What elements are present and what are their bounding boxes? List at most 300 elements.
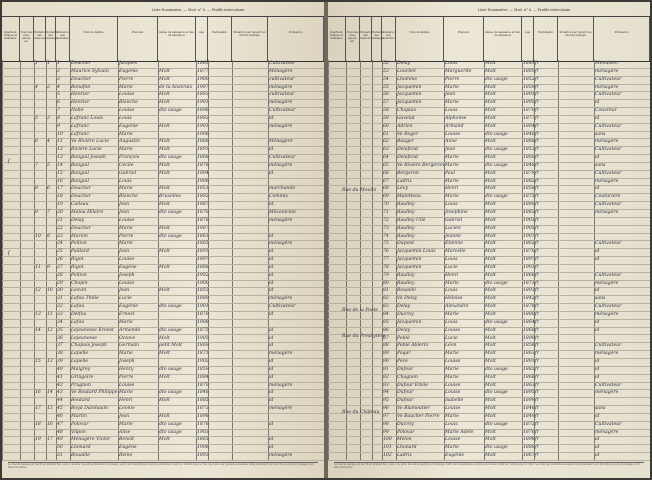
cell-nom: Raulley — [397, 225, 415, 231]
cell-pre: Lucie — [445, 264, 458, 270]
cell-prof: Cultivateur — [595, 123, 622, 129]
cell-n: 41 — [57, 374, 63, 380]
cell-prof: id — [595, 413, 600, 419]
cell-an: 1879 — [197, 311, 209, 317]
cell-n: 47 — [57, 421, 63, 427]
cell-an: 1883 — [523, 210, 535, 216]
cell-pre: Louise — [119, 92, 135, 98]
cell-nom: Jacquemin — [397, 92, 422, 98]
cell-b: 6 — [47, 186, 50, 192]
cell-lieu: Molt — [485, 437, 496, 443]
cell-n: 91 — [383, 366, 389, 372]
cell-lieu: Molt — [159, 147, 170, 153]
cell-prof: Cultivateur — [595, 272, 622, 278]
cell-nom: Lesvin — [71, 288, 87, 294]
cell-pre: Louise — [445, 437, 461, 443]
table-row — [328, 452, 650, 461]
cell-an: 1898 — [197, 413, 209, 419]
cell-nom: Jacquemin — [397, 257, 422, 263]
cell-prof: ménagère — [269, 351, 293, 357]
cell-prof: id — [269, 335, 274, 341]
cell-n: 44 — [57, 398, 63, 404]
cell-a — [35, 170, 45, 178]
cell-lieu: Molt — [485, 92, 496, 98]
cell-prof: Cultivateur — [595, 421, 622, 427]
cell-lieu: dto usage — [485, 76, 508, 82]
cell-prof: ménagère — [595, 351, 619, 357]
cell-lieu — [159, 272, 195, 280]
cell-pre: Louis — [445, 108, 458, 114]
cell-b — [47, 201, 55, 209]
cell-prof: Cultivateur — [595, 202, 622, 208]
cell-nat: fr — [535, 296, 539, 302]
cell-b — [47, 68, 55, 76]
cell-nom: Delafond — [397, 147, 418, 153]
cell-an: 1849 — [523, 413, 535, 419]
cell-an: 1883 — [523, 61, 535, 66]
cell-n: 75 — [383, 241, 389, 247]
cell-prof: id — [595, 445, 600, 451]
cell-prof: ménagère — [269, 382, 293, 388]
cell-lieu — [159, 311, 195, 319]
cell-nat: fr — [535, 406, 539, 412]
cell-prof: id — [595, 437, 600, 443]
cell-an: 1891 — [197, 249, 209, 255]
cell-b — [47, 280, 55, 288]
cell-b: 11 — [47, 311, 53, 317]
cell-an: 1907 — [197, 225, 209, 231]
cell-pre: Ernest — [119, 311, 135, 317]
cell-b: 3 — [47, 115, 50, 121]
cell-b: 5 — [47, 162, 50, 168]
column-header: Numéros des ménages — [372, 17, 382, 61]
column-header: Quartiers, villages et hameaux — [2, 17, 20, 61]
cell-b — [47, 374, 55, 382]
cell-nat: fr — [535, 264, 539, 270]
cell-a — [35, 280, 45, 288]
cell-nom: Ve Rivière Lucie — [71, 139, 109, 145]
cell-lieu: Molt — [159, 139, 170, 145]
cell-nom: Chagnon — [397, 374, 418, 380]
cell-n: 94 — [383, 390, 389, 396]
cell-an: 1891 — [523, 92, 535, 98]
cell-n: 66 — [383, 170, 389, 176]
cell-lieu: Molt — [485, 335, 496, 341]
cell-nat: fr — [535, 343, 539, 349]
cell-nom: Boyd Dainhaum — [71, 406, 108, 412]
cell-prof: id — [595, 366, 600, 372]
cell-an: 1880 — [523, 445, 535, 451]
cell-b: 1 — [47, 61, 50, 66]
cell-an: 1892 — [197, 115, 209, 121]
cell-an: 1893 — [197, 453, 209, 459]
cell-n: 71 — [383, 210, 389, 216]
cell-prof: id — [269, 374, 274, 380]
cell-pre: Lucie — [119, 296, 132, 302]
running-head: Liste Nominative. — Mod. n° 6. — Feuille intercalaire. — [478, 8, 572, 12]
cell-b — [47, 366, 55, 374]
cell-nat: fr — [535, 61, 539, 66]
column-header: Âge — [196, 17, 208, 61]
cell-lieu: Molt — [485, 170, 496, 176]
cell-lieu: Molt — [159, 68, 170, 74]
cell-nat: fr — [535, 123, 539, 129]
cell-lieu: Molt — [485, 61, 496, 66]
cell-an: 1870 — [523, 249, 535, 255]
cell-nom: Delfou — [71, 311, 87, 317]
cell-pre: Louise — [119, 280, 135, 286]
cell-lieu: Molt — [485, 178, 496, 184]
cell-lieu: dto usage — [485, 445, 508, 451]
cell-lieu: dto usage — [485, 366, 508, 372]
cell-n: 13 — [57, 155, 63, 161]
cell-nom: Malgrey — [71, 366, 91, 372]
cell-lieu: dto usage — [485, 390, 508, 396]
cell-nom: Ladrix — [397, 178, 412, 184]
cell-pre: Étienne — [445, 241, 464, 247]
cell-nom: Calleau — [71, 202, 89, 208]
cell-n: 19 — [57, 202, 63, 208]
cell-nom: Chapuis Joseph — [71, 343, 107, 349]
cell-a — [35, 99, 45, 107]
cell-an: 1840 — [523, 131, 535, 137]
cell-pre: Marie — [119, 186, 133, 192]
cell-prof: Cultivateur — [595, 92, 622, 98]
cell-prof: id — [595, 186, 600, 192]
cell-pre: Alphonse — [445, 115, 467, 121]
cell-an: 1861 — [197, 233, 209, 239]
cell-pre: Marie — [445, 280, 459, 286]
cell-b — [47, 193, 55, 201]
cell-an: 1875 — [523, 194, 535, 200]
cell-nom: Dufour Emile — [397, 382, 429, 388]
cell-n: 39 — [57, 359, 63, 365]
cell-lieu: Molt — [485, 123, 496, 129]
cell-nat: fr — [535, 437, 539, 443]
cell-an: 1863 — [523, 351, 535, 357]
cell-pre: Augustin — [119, 139, 140, 145]
cell-b — [47, 131, 55, 139]
cell-b — [47, 225, 55, 233]
cell-lieu — [159, 256, 195, 264]
cell-nom: Marion — [71, 233, 88, 239]
cell-pre: Octave — [119, 335, 136, 341]
cell-n: 3 — [57, 76, 60, 82]
cell-an: 1877 — [197, 68, 209, 74]
cell-an: 1900 — [197, 76, 209, 82]
cell-pre: François — [119, 155, 140, 161]
cell-lieu: Molt — [485, 327, 496, 333]
cell-prof: ménagère — [269, 453, 293, 459]
cell-an: 1865 — [197, 437, 209, 443]
column-header: Année de naissance et lieu de naissance — [158, 17, 196, 61]
column-header: Numéros des ménages — [46, 17, 56, 61]
cell-nom: Bouaillé — [71, 453, 90, 459]
cell-pre: Eugène — [119, 445, 137, 451]
cell-an: 1899 — [523, 398, 535, 404]
cell-n: 27 — [57, 264, 63, 270]
cell-an: 1902 — [197, 359, 209, 365]
cell-pre: Marie — [445, 194, 459, 200]
cell-pre: Pierre — [119, 233, 134, 239]
cell-lieu — [159, 60, 195, 68]
cell-b — [47, 170, 55, 178]
column-header: Profession — [594, 17, 650, 61]
cell-a — [35, 146, 45, 154]
cell-nom: Raulley — [397, 272, 415, 278]
cell-nom: Louchet — [397, 68, 416, 74]
cell-nom: Maurice Sylvain — [71, 68, 109, 74]
cell-an: 1876 — [197, 421, 209, 427]
cell-nom: Lapelle — [71, 359, 89, 365]
cell-nom: Ve Boutard Philippe — [71, 390, 118, 396]
cell-pre: Eugénie — [119, 304, 139, 310]
cell-pre: Marie — [119, 421, 133, 427]
cell-nom: Dufour — [397, 366, 414, 372]
cell-nom: Lhomme — [397, 76, 418, 82]
cell-n: 79 — [383, 272, 389, 278]
cell-nom: Lafranc — [71, 131, 89, 137]
cell-pre: Jean — [119, 288, 130, 294]
cell-an: 1853 — [523, 147, 535, 153]
cell-an: 1882 — [523, 366, 535, 372]
cell-nom: Dupont — [397, 241, 415, 247]
cell-lieu: Molt — [485, 429, 496, 435]
cell-nom: Ve Blamoutier — [397, 406, 430, 412]
cell-nom: Jacquemin Louis — [397, 249, 436, 255]
cell-a — [35, 397, 45, 405]
cell-an: 1870 — [197, 382, 209, 388]
cell-n: 8 — [57, 115, 60, 121]
cell-a — [35, 413, 45, 421]
cell-prof: id — [595, 100, 600, 106]
cell-n: 28 — [57, 272, 63, 278]
cell-prof: Cultivateur — [595, 147, 622, 153]
cell-a — [35, 366, 45, 374]
cell-b — [47, 217, 55, 225]
cell-pre: Eugène — [119, 264, 137, 270]
cell-nom: Lafranc — [71, 123, 89, 129]
cell-pre: Gabriel — [445, 217, 463, 223]
cell-n: 24 — [57, 241, 63, 247]
cell-nat: fr — [535, 335, 539, 341]
cell-b — [47, 452, 55, 460]
cell-b — [47, 178, 55, 186]
cell-nat: fr — [535, 147, 539, 153]
cell-an: 1876 — [197, 217, 209, 223]
census-register-spread — [2, 2, 650, 478]
cell-prof: ménagère — [595, 210, 619, 216]
cell-pre: Henri — [445, 186, 459, 192]
cell-nom: Lhonard — [397, 445, 417, 451]
cell-n: 15 — [57, 170, 63, 176]
cell-n: 11 — [57, 139, 63, 145]
cell-pre: Louis — [445, 319, 458, 325]
cell-nom: Bergeron — [397, 170, 419, 176]
cell-lieu — [159, 131, 195, 139]
cell-a: 15 — [35, 359, 41, 365]
cell-nom: Lejeunesse — [71, 335, 97, 341]
cell-pre: Eugénie — [119, 123, 139, 129]
cell-a — [35, 350, 45, 358]
street-label: Rue de la Poste — [342, 308, 378, 313]
cell-an: 1900 — [197, 280, 209, 286]
cell-pre: Marcelle — [445, 249, 466, 255]
cell-lieu — [159, 295, 195, 303]
cell-n: 56 — [383, 92, 389, 98]
cell-nat: fr — [535, 413, 539, 419]
cell-nat: fr — [535, 311, 539, 317]
cell-lieu: dto usage — [485, 319, 508, 325]
cell-an: 1867 — [523, 453, 535, 459]
cell-n: 77 — [383, 257, 389, 263]
cell-an: 1873 — [197, 406, 209, 412]
cell-n: 29 — [57, 280, 63, 286]
cell-pre: Cécile — [119, 162, 134, 168]
cell-a — [35, 178, 45, 186]
margin-brace: { — [7, 250, 11, 256]
cell-prof: id — [269, 233, 274, 239]
cell-a — [35, 452, 45, 460]
cell-n: 85 — [383, 319, 389, 325]
cell-prof: sans — [595, 131, 606, 137]
cell-nom: Delay — [397, 304, 411, 310]
cell-an: 1866 — [523, 374, 535, 380]
cell-lieu: Molt — [159, 374, 170, 380]
cell-nom: Banguil — [71, 178, 89, 184]
cell-nom: Raulley — [397, 210, 415, 216]
cell-pre: Léonie — [119, 406, 135, 412]
cell-a — [35, 303, 45, 311]
cell-lieu: Molt — [485, 382, 496, 388]
cell-an: 1906 — [197, 445, 209, 451]
cell-nom: Poqar — [397, 351, 411, 357]
cell-lieu: Molt — [159, 437, 170, 443]
cell-nat: fr — [535, 131, 539, 137]
cell-n: 48 — [57, 429, 63, 435]
cell-lieu: Molt — [159, 92, 170, 98]
cell-n: 101 — [383, 445, 392, 451]
cell-a: 1 — [35, 61, 38, 66]
cell-prof: id — [269, 272, 274, 278]
cell-prof: sans — [595, 406, 606, 412]
cell-n: 7 — [57, 108, 60, 114]
cell-prof: id — [269, 170, 274, 176]
cell-n: 2 — [57, 68, 60, 74]
cell-b: 8 — [47, 233, 50, 239]
cell-lieu — [159, 115, 195, 123]
cell-lieu: Molt — [159, 100, 170, 106]
cell-an: 1895 — [523, 100, 535, 106]
cell-an: 1876 — [523, 304, 535, 310]
cell-prof: Cultivateur — [595, 304, 622, 310]
cell-n: 84 — [383, 311, 389, 317]
cell-pre: Marie — [445, 351, 459, 357]
cell-a — [35, 272, 45, 280]
cell-lieu: dto usage — [485, 131, 508, 137]
cell-pre: Louis — [445, 202, 458, 208]
column-header: Numéros des maisons — [34, 17, 46, 61]
cell-pre: Louis — [445, 421, 458, 427]
footnote: Le chef de ménage est inscrit en premier lieu ; puis, à la suite, les autres membres du ménage, suivis des domestiques et autres personnes vivant en commun avec le chef. Les noms des personnes absentes temporairement sont inscrits à la suite du ménage dont elles font partie. — [8, 462, 318, 475]
cell-prof: Commis — [269, 194, 288, 200]
cell-prof: ménagère — [269, 100, 293, 106]
cell-an: 1872 — [523, 421, 535, 427]
cell-n: 83 — [383, 304, 389, 310]
cell-an: 1860 — [523, 155, 535, 161]
cell-pre: Alise — [119, 429, 131, 435]
cell-pre: Marie — [445, 374, 459, 380]
cell-a: 12 — [35, 288, 41, 294]
cell-prof: ménagère — [595, 311, 619, 317]
cell-an: 1895 — [523, 390, 535, 396]
cell-lieu: Molt — [485, 264, 496, 270]
cell-n: 49 — [57, 437, 63, 443]
cell-lieu: dto usage — [159, 429, 182, 435]
cell-an: 1848 — [523, 162, 535, 168]
cell-n: 68 — [383, 186, 389, 192]
cell-lieu: dto usage — [159, 108, 182, 114]
cell-nat: fr — [535, 225, 539, 231]
cell-an: 1868 — [197, 264, 209, 270]
cell-b — [47, 342, 55, 350]
cell-b: 15 — [47, 406, 53, 412]
cell-lieu: Molt — [485, 84, 496, 90]
cell-lieu: Molt — [485, 296, 496, 302]
running-head: Liste Nominative. — Mod. n° 6. — Feuille intercalaire. — [152, 8, 246, 12]
column-header: Âge — [522, 17, 534, 61]
cell-pre: Jean — [119, 413, 130, 419]
cell-a: 8 — [35, 186, 38, 192]
cell-prof: id — [269, 288, 274, 294]
cell-nom: Jacquemin — [397, 100, 422, 106]
cell-b: 4 — [47, 139, 50, 145]
cell-lieu — [159, 452, 195, 460]
cell-pre: Marie — [119, 84, 133, 90]
cell-lieu — [159, 319, 195, 327]
cell-n: 98 — [383, 421, 389, 427]
cell-an: 1907 — [523, 233, 535, 239]
cell-lieu: Molt — [485, 359, 496, 365]
cell-an: 1905 — [197, 335, 209, 341]
cell-prof: ménagère — [595, 429, 619, 435]
cell-a: 11 — [35, 264, 41, 270]
cell-prof: id. — [269, 202, 275, 208]
cell-an: 1897 — [197, 257, 209, 263]
cell-an: 1891 — [523, 359, 535, 365]
cell-pre: Jeanne — [445, 233, 461, 239]
cell-n: 89 — [383, 351, 389, 357]
column-header: Nationalité — [208, 17, 232, 61]
cell-nom: Doucher — [71, 76, 91, 82]
cell-lieu: Molt — [485, 217, 496, 223]
cell-nat: fr — [535, 100, 539, 106]
cell-a: 17 — [35, 406, 41, 412]
cell-lieu: Molt — [159, 225, 170, 231]
column-header: Numéros des maisons — [360, 17, 372, 61]
cell-prof — [269, 225, 323, 233]
column-header: Nom des rues, places, etc. — [346, 17, 360, 61]
cell-lieu: dto usage — [159, 366, 182, 372]
cell-prof: ménagère — [595, 139, 619, 145]
cell-pre: Blanche — [119, 194, 138, 200]
cell-a — [35, 225, 45, 233]
cell-an: 1869 — [197, 343, 209, 349]
cell-a — [35, 374, 45, 382]
cell-pre: Marie — [445, 311, 459, 317]
cell-pre: Marie — [119, 390, 133, 396]
cell-lieu — [159, 405, 195, 413]
